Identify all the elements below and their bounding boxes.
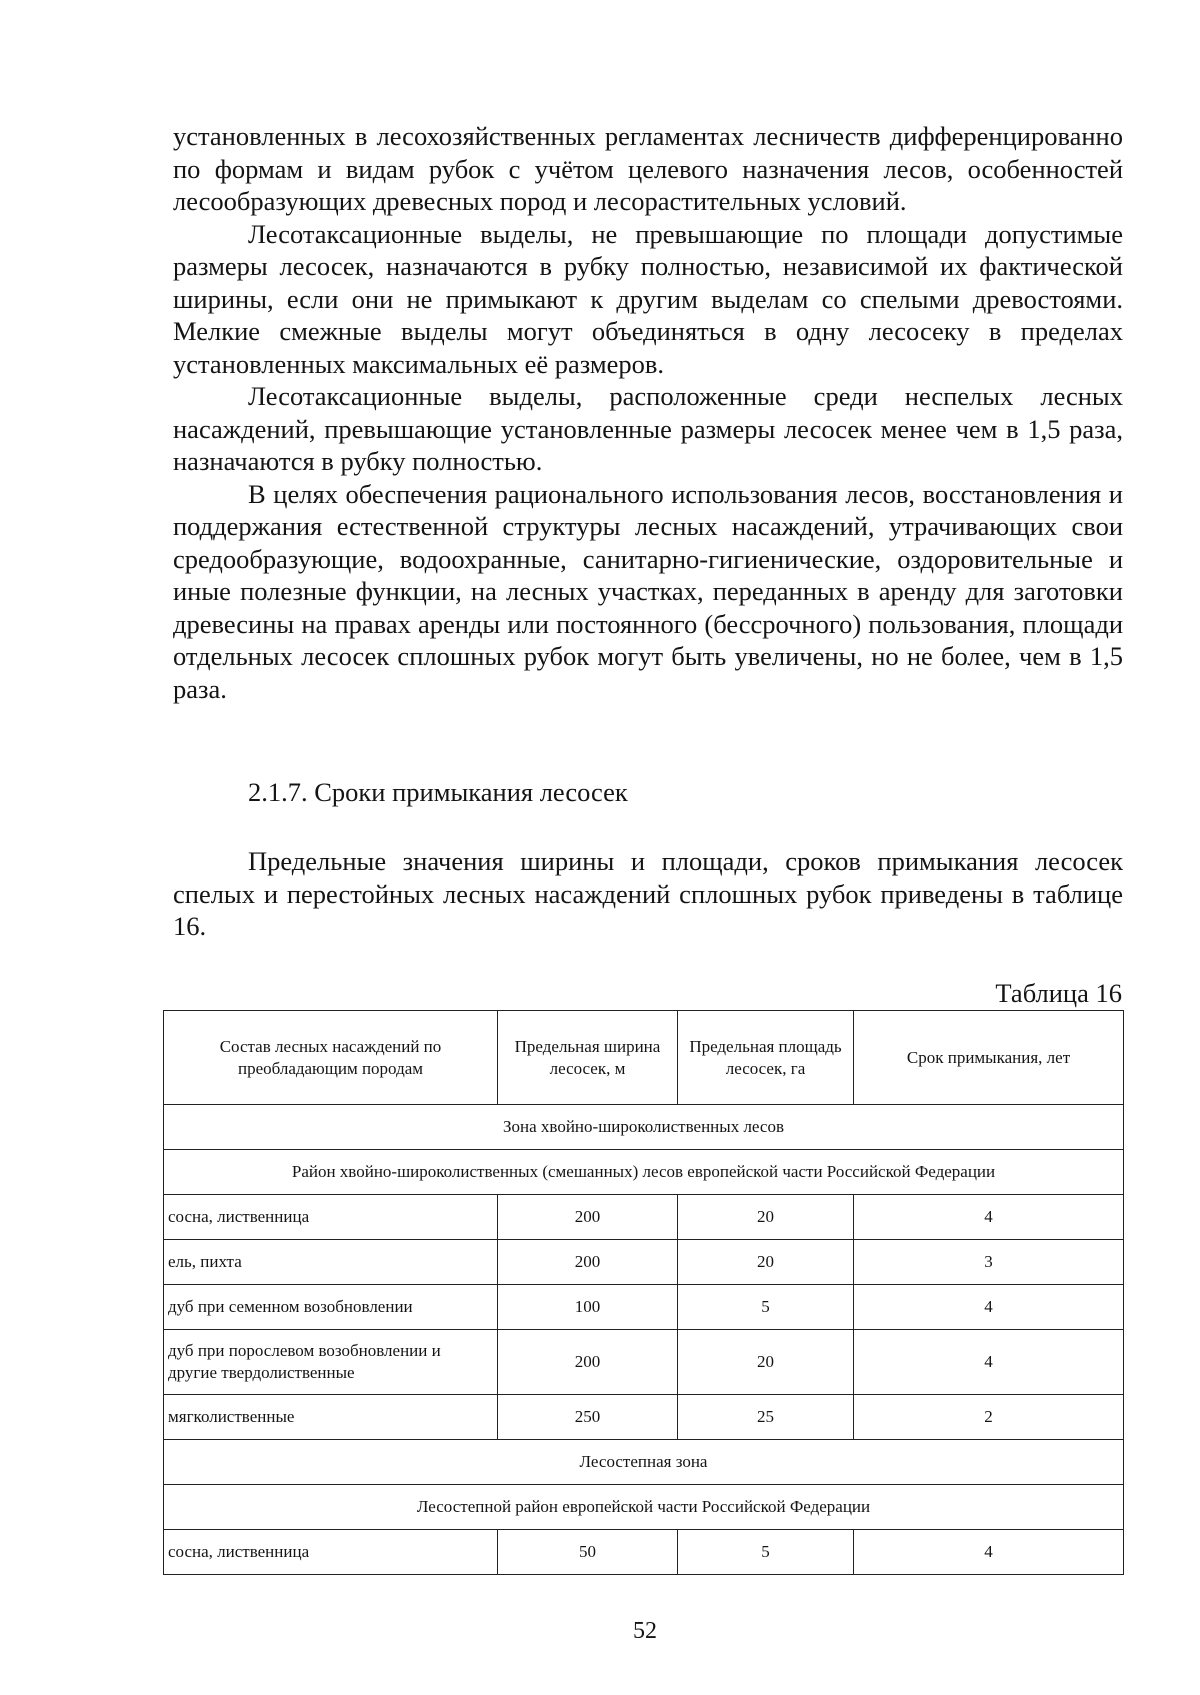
header-width: Предельная ширина лесосек, м [498, 1011, 678, 1105]
section-heading: 2.1.7. Сроки примыкания лесосек [248, 777, 628, 807]
width-value: 50 [498, 1530, 678, 1575]
width-value: 100 [498, 1285, 678, 1330]
paragraph-continuation: установленных в лесохозяйственных регламентах лесничеств дифференцированно по формам и видам рубок с учётом целевого назначения лесов, особенностей лесообразующих древесных пород и лесорастительных условий. [173, 121, 1123, 216]
table-row [164, 1330, 1124, 1395]
width-value: 200 [498, 1240, 678, 1285]
zone-name: Лесостепная зона [164, 1440, 1124, 1485]
body-text [173, 120, 1123, 705]
width-value: 200 [498, 1330, 678, 1395]
species-name: сосна, лиственница [164, 1530, 498, 1575]
cutting-limits-table [163, 1010, 1124, 1575]
years-value: 2 [854, 1395, 1124, 1440]
area-value: 20 [678, 1240, 854, 1285]
page-number: 52 [633, 1618, 657, 1644]
years-value: 4 [854, 1330, 1124, 1395]
area-value: 20 [678, 1195, 854, 1240]
zone-row [164, 1440, 1124, 1485]
area-value: 20 [678, 1330, 854, 1395]
years-value: 4 [854, 1285, 1124, 1330]
table-row [164, 1240, 1124, 1285]
region-name: Лесостепной район европейской части Российской Федерации [164, 1485, 1124, 1530]
region-name: Район хвойно-широколиственных (смешанных) лесов европейской части Российской Федерации [164, 1150, 1124, 1195]
table-row [164, 1285, 1124, 1330]
header-composition: Состав лесных насаждений по преобладающим породам [164, 1011, 498, 1105]
species-name: сосна, лиственница [164, 1195, 498, 1240]
species-name: дуб при порослевом возобновлении и другие твердолиственные [164, 1330, 498, 1395]
zone-row [164, 1105, 1124, 1150]
paragraph-small-plots: Лесотаксационные выделы, не превышающие по площади допустимые размеры лесосек, назначаются в рубку полностью, независимой их фактической ширины, если они не примыкают к другим выделам со спелыми древостоями. Мелкие смежные выделы могут объединяться в одну лесосеку в пределах установленных максимальных её размеров. [173, 218, 1123, 379]
years-value: 4 [854, 1195, 1124, 1240]
header-area: Предельная площадь лесосек, га [678, 1011, 854, 1105]
zone-name: Зона хвойно-широколиственных лесов [164, 1105, 1124, 1150]
species-name: ель, пихта [164, 1240, 498, 1285]
table-row [164, 1195, 1124, 1240]
area-value: 5 [678, 1285, 854, 1330]
table-header-row [164, 1011, 1124, 1105]
area-value: 25 [678, 1395, 854, 1440]
table-row [164, 1530, 1124, 1575]
section-intro: Предельные значения ширины и площади, сроков примыкания лесосек спелых и перестойных лесных насаждений сплошных рубок приведены в таблице 16. [173, 846, 1123, 941]
species-name: мягколиственные [164, 1395, 498, 1440]
years-value: 3 [854, 1240, 1124, 1285]
width-value: 250 [498, 1395, 678, 1440]
header-adjacency: Срок примыкания, лет [854, 1011, 1124, 1105]
table-caption: Таблица 16 [995, 978, 1122, 1008]
width-value: 200 [498, 1195, 678, 1240]
paragraph-rational-use: В целях обеспечения рационального использования лесов, восстановления и поддержания естественной структуры лесных насаждений, утрачивающих свои средообразующие, водоохранные, санитарно-гигиенические, оздоровительные и иные полезные функции, на лесных участках, переданных в аренду для заготовки древесины на правах аренды или постоянного (бессрочного) пользования, площади отдельных лесосек сплошных рубок могут быть увеличены, но не более, чем в 1,5 раза. [173, 478, 1123, 704]
area-value: 5 [678, 1530, 854, 1575]
years-value: 4 [854, 1530, 1124, 1575]
region-row [164, 1150, 1124, 1195]
region-row [164, 1485, 1124, 1530]
paragraph-immature-stands: Лесотаксационные выделы, расположенные среди неспелых лесных насаждений, превышающие установленные размеры лесосек менее чем в 1,5 раза, назначаются в рубку полностью. [173, 381, 1123, 476]
species-name: дуб при семенном возобновлении [164, 1285, 498, 1330]
table-row [164, 1395, 1124, 1440]
